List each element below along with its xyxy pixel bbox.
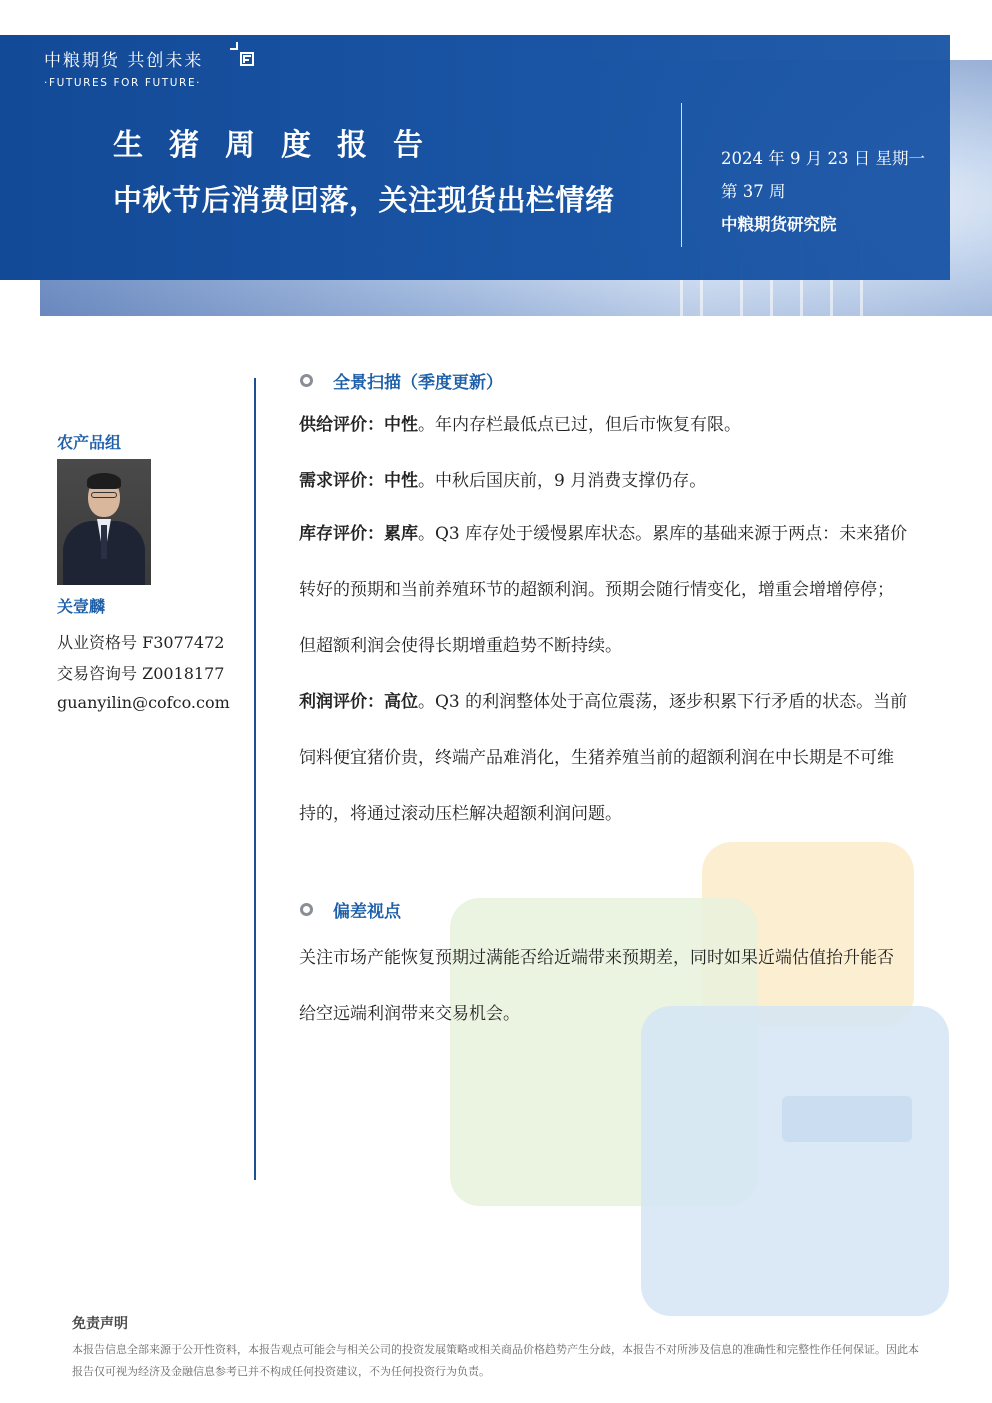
supply-evaluation <box>299 410 741 435</box>
logo-slogan: ·FUTURES FOR FUTURE· <box>44 77 202 89</box>
logo-mark-icon <box>230 42 256 68</box>
section-header-deviation <box>300 897 401 922</box>
profit-text: 。Q3 的利润整体处于高位震荡，逐步积累下行矛盾的状态。当前饲料便宜猪价贵，终端产品难消化，生猪养殖当前的超额利润在中长期是不可维持的，将通过滚动压栏解决超额利润问题。 <box>299 692 908 824</box>
report-date: 2024 年 9 月 23 日 星期一 <box>721 149 925 168</box>
report-institute: 中粮期货研究院 <box>721 215 837 234</box>
profit-label: 利润评价：高位 <box>299 692 418 712</box>
logo-text: 中粮期货 共创未来 <box>44 51 204 71</box>
section-header-overview <box>300 368 503 393</box>
section-title: 全景扫描（季度更新） <box>333 373 503 393</box>
author-photo <box>57 459 151 585</box>
inventory-label: 库存评价：累库 <box>299 524 418 544</box>
report-meta <box>721 142 925 241</box>
disclaimer-title: 免责声明 <box>72 1316 128 1332</box>
author-name: 关壹麟 <box>57 597 106 616</box>
deviation-text: 关注市场产能恢复预期过满能否给近端带来预期差，同时如果近端估值抬升能否给空远端利润带来交易机会。 <box>299 948 894 1024</box>
header-divider <box>681 103 682 247</box>
section-title: 偏差视点 <box>333 902 401 922</box>
report-title: 生猪周度报告 <box>113 128 449 163</box>
report-subtitle: 中秋节后消费回落，关注现货出栏情绪 <box>113 183 615 217</box>
supply-text: 。年内存栏最低点已过，但后市恢复有限。 <box>418 415 741 435</box>
demand-label: 需求评价：中性 <box>299 471 418 491</box>
bullet-circle-icon <box>300 374 313 387</box>
decor-blue-strip <box>782 1096 912 1142</box>
decor-blue-block <box>641 1006 949 1316</box>
report-week: 第 37 周 <box>721 182 786 201</box>
author-email: guanyilin@cofco.com <box>57 693 230 712</box>
profit-evaluation <box>299 674 909 842</box>
disclaimer-text: 本报告信息全部来源于公开性资料，本报告观点可能会与相关公司的投资发展策略或相关商品价格趋势产生分歧，本报告不对所涉及信息的准确性和完整性作任何保证。因此本报告仅可视为经济及金融信息参考已并不构成任何投资建议，不为任何投资行为负责。 <box>72 1343 919 1378</box>
inventory-text: 。Q3 库存处于缓慢累库状态。累库的基础来源于两点：未来猪价转好的预期和当前养殖环节的超额利润。预期会随行情变化，增重会增增停停；但超额利润会使得长期增重趋势不断持续。 <box>299 524 908 656</box>
bullet-circle-icon <box>300 903 313 916</box>
inventory-evaluation <box>299 506 909 674</box>
demand-evaluation <box>299 466 706 491</box>
column-divider <box>254 378 256 1180</box>
consult-number: 交易咨询号 Z0018177 <box>57 664 225 683</box>
demand-text: 。中秋后国庆前，9 月消费支撑仍存。 <box>418 471 707 491</box>
qualification-number: 从业资格号 F3077472 <box>57 633 225 652</box>
company-logo <box>44 46 203 89</box>
supply-label: 供给评价：中性 <box>299 415 418 435</box>
team-name: 农产品组 <box>57 433 122 452</box>
